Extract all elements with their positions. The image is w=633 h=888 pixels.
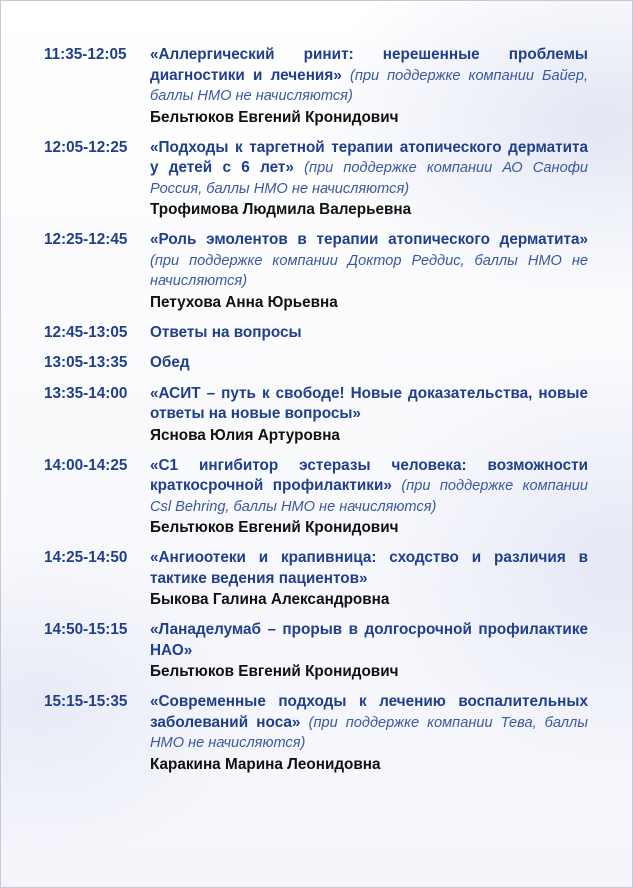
session-time: 13:05-13:35 <box>44 354 128 371</box>
schedule-item <box>44 353 588 374</box>
schedule-item <box>44 620 588 682</box>
session-description <box>150 384 588 425</box>
session-title: «Ангиоотеки и крапивница: сходство и различия в тактике ведения пациентов» <box>150 549 588 587</box>
session-title: «С1 ингибитор эстеразы человека: возможности краткосрочной профилактики» <box>150 456 588 494</box>
session-title: «АСИТ – путь к свободе! Новые доказательства, новые ответы на новые вопросы» <box>150 384 588 422</box>
session-note: (при поддержке компании АО Санофи Россия, баллы НМО не начисляются) <box>150 160 588 197</box>
schedule-item <box>44 323 588 344</box>
session-description <box>150 548 588 589</box>
session-description <box>150 456 588 518</box>
schedule-item <box>44 548 588 610</box>
session-description <box>150 353 588 374</box>
schedule-item <box>44 456 588 539</box>
session-description <box>150 138 588 200</box>
session-time: 14:25-14:50 <box>44 549 128 566</box>
session-content <box>150 323 588 344</box>
session-note: (при поддержке компании Csl Behring, баллы НМО не начисляются) <box>150 478 589 515</box>
schedule-item <box>44 230 588 313</box>
session-note: (при поддержке компании Байер, баллы НМО не начисляются) <box>150 67 589 104</box>
session-description <box>150 230 588 292</box>
session-time: 14:00-14:25 <box>44 456 128 474</box>
session-speaker: Яснова Юлия Артуровна <box>150 426 340 444</box>
session-description <box>150 45 588 107</box>
session-speaker: Быкова Галина Александровна <box>150 591 390 608</box>
session-time: 12:05-12:25 <box>44 138 128 156</box>
schedule-item <box>44 384 588 446</box>
session-description <box>150 620 588 661</box>
session-note: (при поддержке компании Доктор Реддис, баллы НМО не начисляются) <box>150 252 588 289</box>
session-speaker: Бельтюков Евгений Кронидович <box>150 663 399 680</box>
schedule-item <box>44 692 588 775</box>
session-time: 14:50-15:15 <box>44 621 128 638</box>
session-speaker: Петухова Анна Юрьевна <box>150 293 338 311</box>
session-title: «Подходы к таргетной терапии атопического дерматита у детей с 6 лет» <box>150 138 588 176</box>
session-description <box>150 692 588 754</box>
session-note: (при поддержке компании Тева, баллы НМО не начисляются) <box>150 714 588 751</box>
session-title: «Роль эмолентов в терапии атопического дерматита» <box>150 231 588 248</box>
session-title: Ответы на вопросы <box>150 323 302 341</box>
session-time: 12:25-12:45 <box>44 231 128 248</box>
session-content <box>150 692 588 775</box>
session-speaker: Бельтюков Евгений Кронидович <box>150 519 399 536</box>
session-content <box>150 353 588 374</box>
session-content <box>150 230 588 313</box>
session-speaker: Бельтюков Евгений Кронидович <box>150 108 399 126</box>
schedule-item <box>44 138 588 221</box>
session-speaker: Каракина Марина Леонидовна <box>150 755 381 773</box>
session-content <box>150 384 588 446</box>
session-title: Обед <box>150 354 190 371</box>
session-content <box>150 45 588 128</box>
session-title: «Современные подходы к лечению воспалительных заболеваний носа» <box>150 693 588 731</box>
session-content <box>150 620 588 682</box>
schedule-list <box>44 45 588 785</box>
schedule-item <box>44 45 588 128</box>
session-title: «Аллергический ринит: нерешенные проблемы диагностики и лечения» <box>150 46 588 84</box>
session-speaker: Трофимова Людмила Валерьевна <box>150 201 412 218</box>
session-time: 13:35-14:00 <box>44 384 128 402</box>
session-content <box>150 138 588 221</box>
session-time: 11:35-12:05 <box>44 46 127 63</box>
session-content <box>150 548 588 610</box>
session-title: «Ланаделумаб – прорыв в долгосрочной профилактике НАО» <box>150 621 588 659</box>
session-time: 15:15-15:35 <box>44 693 128 710</box>
session-description <box>150 323 588 344</box>
session-time: 12:45-13:05 <box>44 323 128 341</box>
session-content <box>150 456 588 539</box>
